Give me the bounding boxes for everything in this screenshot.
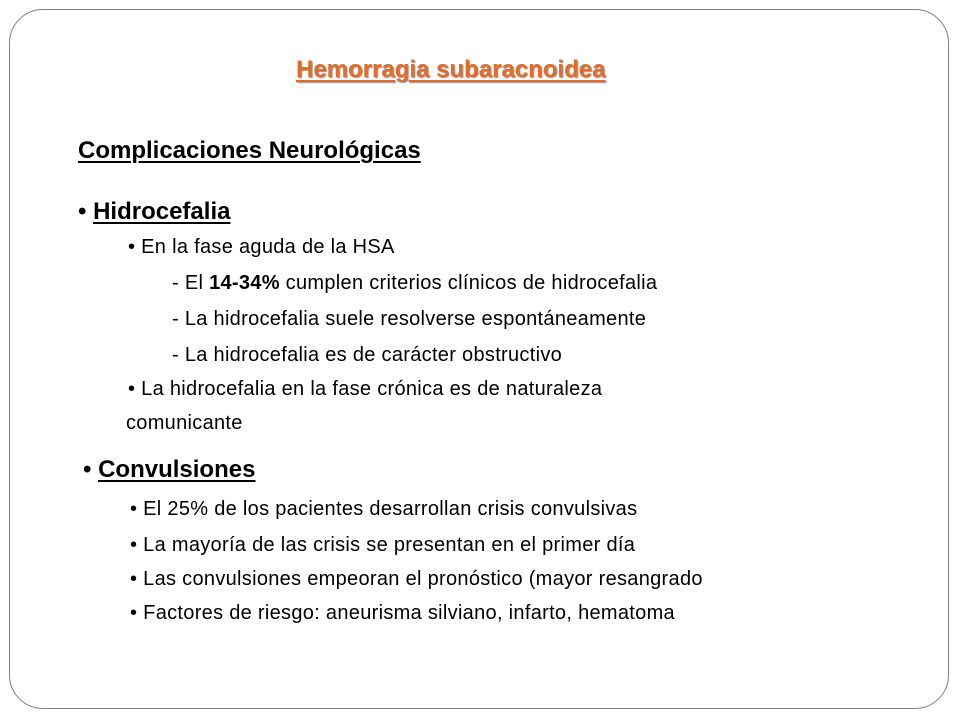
convulsiones-heading-label: Convulsiones <box>98 456 256 483</box>
section-subtitle: Complicaciones Neurológicas <box>78 137 421 164</box>
list-item: • En la fase aguda de la HSA <box>128 236 395 258</box>
percentage-highlight: 14-34% <box>209 272 280 294</box>
bullet-icon: • <box>130 534 138 556</box>
list-item: • Las convulsiones empeoran el pronóstico (mayor resangrado <box>130 568 703 590</box>
bullet-icon: • <box>130 602 138 624</box>
slide-title: Hemorragia subaracnoidea <box>296 56 606 83</box>
bullet-icon: • <box>78 198 94 225</box>
list-item: - El 14-34% cumplen criterios clínicos de hidrocefalia <box>172 272 658 294</box>
list-item: - La hidrocefalia es de carácter obstructivo <box>172 344 563 366</box>
bullet-icon: • <box>130 498 138 520</box>
list-item: • Factores de riesgo: aneurisma silviano, infarto, hematoma <box>130 602 675 624</box>
hidrocefalia-heading-label: Hidrocefalia <box>93 198 231 225</box>
list-item: • La mayoría de las crisis se presentan en el primer día <box>130 534 636 556</box>
list-item: • El 25% de los pacientes desarrollan crisis convulsivas <box>130 498 638 520</box>
hidrocefalia-heading <box>78 198 230 226</box>
list-item: • La hidrocefalia en la fase crónica es de naturaleza <box>128 378 603 400</box>
convulsiones-heading <box>83 456 255 484</box>
list-item: - La hidrocefalia suele resolverse espontáneamente <box>172 308 647 330</box>
list-item-continuation: comunicante <box>126 412 243 434</box>
bullet-icon: • <box>128 236 136 258</box>
bullet-icon: • <box>128 378 136 400</box>
bullet-icon: • <box>130 568 138 590</box>
bullet-icon: • <box>83 456 99 483</box>
